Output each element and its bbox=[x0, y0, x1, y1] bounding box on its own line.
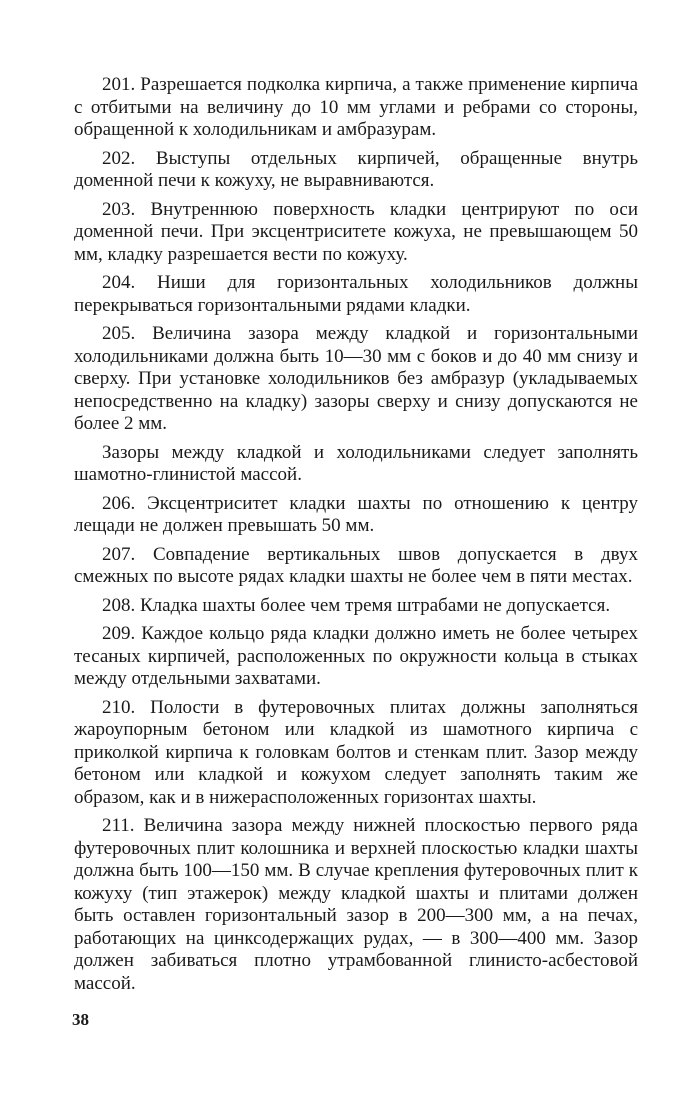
page-number: 38 bbox=[72, 1010, 89, 1029]
paragraph-204: 204. Ниши для горизонтальных холодильников должны перекрываться горизонтальными рядами кладки. bbox=[74, 272, 638, 316]
paragraph-201: 201. Разрешается подколка кирпича, а также применение кирпича с отбитыми на величину до 10 мм углами и ребрами со стороны, обращенной к холодильникам и амбразурам. bbox=[74, 74, 638, 140]
paragraph-205-continued: Зазоры между кладкой и холодильниками следует заполнять шамотно-глинистой массой. bbox=[74, 441, 638, 485]
paragraph-205: 205. Величина зазора между кладкой и горизонтальными холодильниками должна быть 10—30 мм с боков и до 40 мм снизу и сверху. При установке холодильников без амбразур (укладываемых непосредственно на кладку) зазоры сверху и снизу допускаются не более 2 мм. bbox=[74, 323, 638, 434]
paragraph-203: 203. Внутреннюю поверхность кладки центрируют по оси доменной печи. При эксцентриситете кожуха, не превышающем 50 мм, кладку разрешается вести по кожуху. bbox=[74, 198, 638, 265]
paragraph-208: 208. Кладка шахты более чем тремя штрабами не допускается. bbox=[102, 594, 611, 616]
document-page bbox=[74, 74, 638, 1001]
paragraph-206: 206. Эксцентриситет кладки шахты по отношению к центру лещади не должен превышать 50 мм. bbox=[74, 492, 638, 536]
paragraph-202: 202. Выступы отдельных кирпичей, обращенные внутрь доменной печи к кожуху, не выравниваются. bbox=[74, 147, 638, 191]
paragraph-210: 210. Полости в футеровочных плитах должны заполняться жароупорным бетоном или кладкой из шамотного кирпича с приколкой кирпича к головкам болтов и стенкам плит. Зазор между бетоном или кладкой и кожухом следует заполнять таким же образом, как и в нижерасположенных горизонтах шахты. bbox=[74, 696, 638, 808]
paragraph-207: 207. Совпадение вертикальных швов допускается в двух смежных по высоте рядах кладки шахты не более чем в пяти местах. bbox=[74, 543, 638, 587]
paragraph-211: 211. Величина зазора между нижней плоскостью первого ряда футеровочных плит колошника и верхней плоскостью кладки шахты должна быть 100—150 мм. В случае крепления футеровочных плит к кожуху (тип этажерок) между кладкой шахты и плитами должен быть оставлен горизонтальный зазор в 200—300 мм, а на печах, работающих на цинксодержащих рудах, — в 300—400 мм. Зазор должен забиваться плотно утрамбованной глинисто-асбестовой массой. bbox=[74, 815, 638, 994]
paragraph-209: 209. Каждое кольцо ряда кладки должно иметь не более четырех тесаных кирпичей, расположенных по окружности кольца в стыках между отдельными захватами. bbox=[74, 623, 638, 689]
